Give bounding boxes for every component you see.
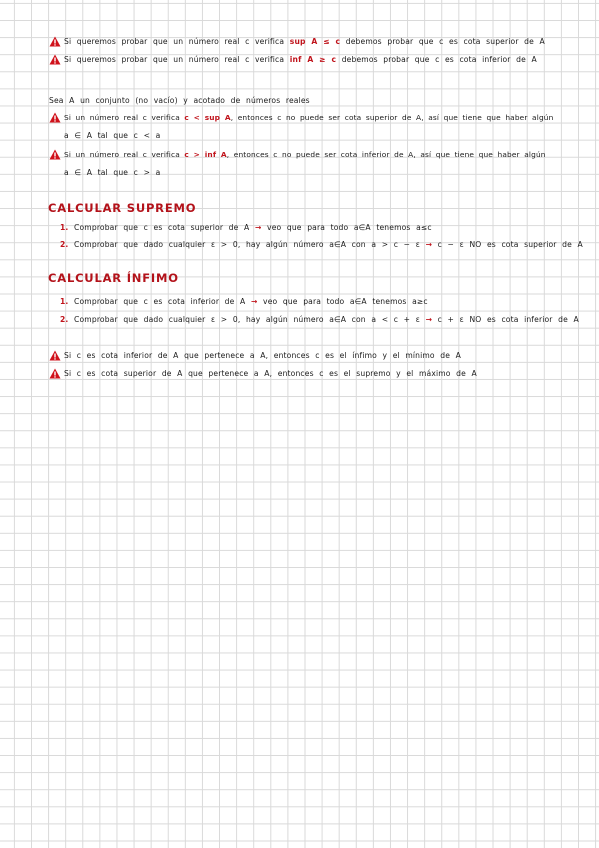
warning-line-4: [64, 150, 546, 159]
step-number: 1.: [60, 223, 69, 232]
text: veo que para todo a∈A tenemos a≥c: [263, 297, 428, 306]
warning-line-1: [64, 37, 545, 46]
warning-line-3: [64, 113, 553, 122]
text: Comprobar que c es cota inferior de A: [74, 297, 246, 306]
supremo-step-1: [60, 223, 432, 232]
warning-icon: [49, 112, 61, 123]
sea-line: Sea A un conjunto (no vacío) y acotado de números reales: [49, 96, 310, 105]
warning-line-3-cont: a ∈ A tal que c < a: [64, 131, 161, 140]
text: Si un número real c verifica: [64, 150, 180, 159]
step-number: 2.: [60, 315, 69, 324]
text: Si queremos probar que un número real c verifica: [64, 37, 285, 46]
heading-supremo: CALCULAR SUPREMO: [48, 201, 197, 215]
warning-icon: [49, 36, 61, 47]
text: Comprobar que dado cualquier ε > 0, hay algún número a∈A con a < c + ε: [74, 315, 420, 324]
highlight: inf A ≥ c: [289, 55, 337, 64]
warning-icon: [49, 350, 61, 361]
highlight: sup A ≤ c: [289, 37, 341, 46]
arrow-icon: →: [250, 297, 258, 306]
text: c + ε NO es cota inferior de A: [437, 315, 579, 324]
step-number: 1.: [60, 297, 69, 306]
highlight: c < sup A: [184, 113, 231, 122]
warning-icon: [49, 54, 61, 65]
highlight: c > inf A: [184, 150, 227, 159]
text: , entonces c no puede ser cota inferior de A, así que tiene que haber algún: [226, 150, 546, 159]
text: Comprobar que dado cualquier ε > 0, hay algún número a∈A con a > c − ε: [74, 240, 420, 249]
step-number: 2.: [60, 240, 69, 249]
arrow-icon: →: [425, 240, 433, 249]
arrow-icon: →: [254, 223, 262, 232]
text: c − ε NO es cota superior de A: [437, 240, 583, 249]
text: Si un número real c verifica: [64, 113, 180, 122]
supremo-step-2: [60, 240, 583, 249]
warning-line-5: Si c es cota inferior de A que pertenece a A, entonces c es el ínfimo y el mínimo de A: [64, 351, 461, 360]
infimo-step-2: [60, 315, 579, 324]
text: debemos probar que c es cota superior de A: [345, 37, 545, 46]
heading-infimo: CALCULAR ÍNFIMO: [48, 271, 179, 285]
text: veo que para todo a∈A tenemos a≤c: [267, 223, 432, 232]
text: debemos probar que c es cota inferior de A: [341, 55, 537, 64]
text: Si queremos probar que un número real c verifica: [64, 55, 285, 64]
warning-line-2: [64, 55, 537, 64]
warning-icon: [49, 368, 61, 379]
arrow-icon: →: [425, 315, 433, 324]
warning-line-6: Si c es cota superior de A que pertenece a A, entonces c es el supremo y el máximo de A: [64, 369, 477, 378]
text: Comprobar que c es cota superior de A: [74, 223, 250, 232]
warning-icon: [49, 149, 61, 160]
text: , entonces c no puede ser cota superior de A, así que tiene que haber algún: [230, 113, 554, 122]
infimo-step-1: [60, 297, 428, 306]
warning-line-4-cont: a ∈ A tal que c > a: [64, 168, 161, 177]
